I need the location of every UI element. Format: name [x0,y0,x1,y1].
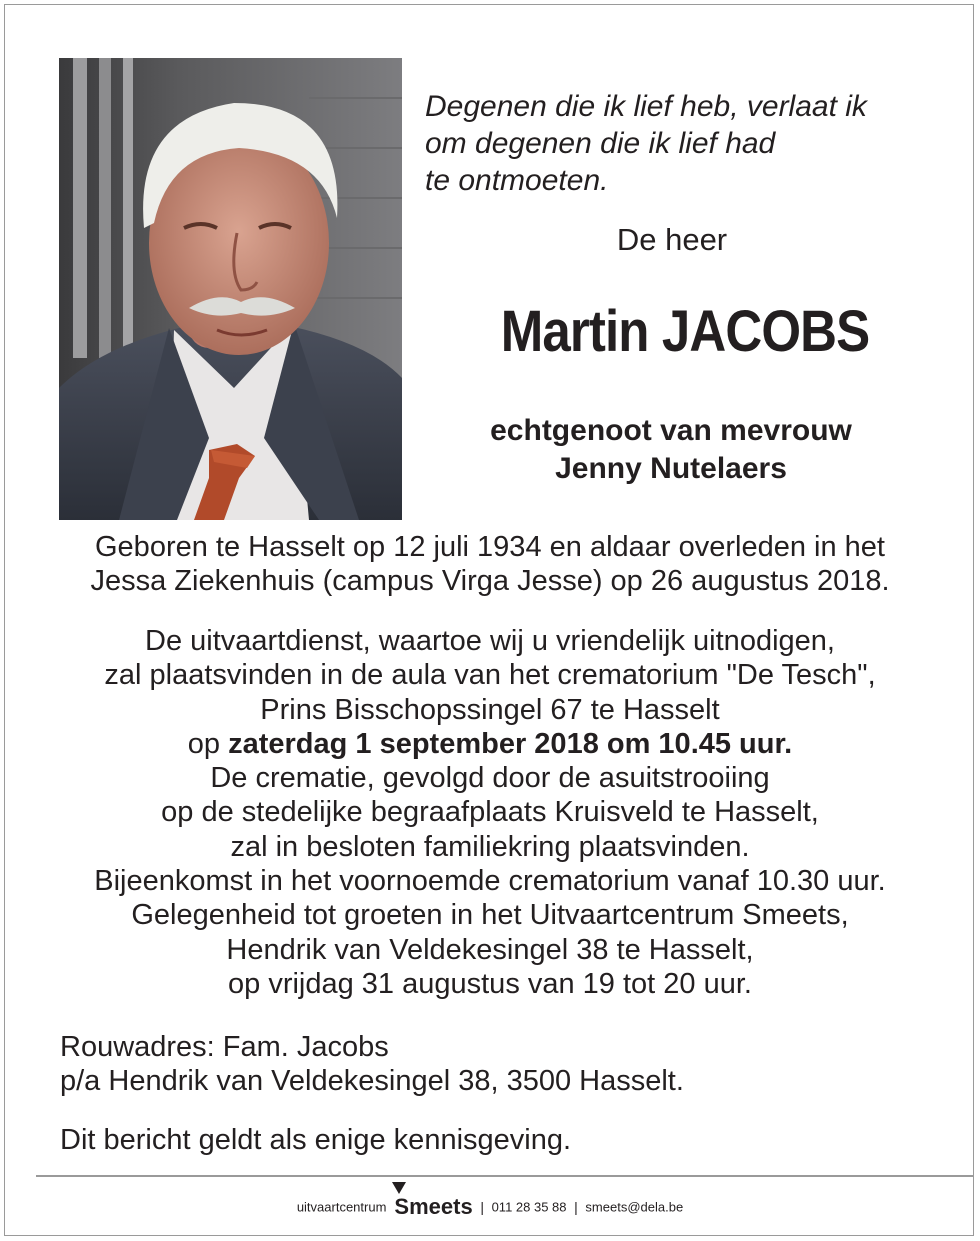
mourning-address [60,1030,940,1098]
service-date-prefix: op [187,727,221,760]
service-line: De uitvaartdienst, waartoe wij u vriendelijk uitnodigen, [145,625,835,657]
service-line: De crematie, gevolgd door de asuitstrooiing [210,762,770,795]
spouse-line-2: Jenny Nutelaers [555,452,787,485]
service-line: Prins Bisschopssingel 67 te Hasselt [260,693,720,726]
quote-line: te ontmoeten. [425,164,609,197]
service-line: Gelegenheid tot groeten in het Uitvaartcentrum Smeets, [131,899,849,932]
footer-brand: Smeets [394,1194,473,1219]
footer-email: smeets@dela.be [585,1199,684,1215]
service-line: op vrijdag 31 augustus van 19 tot 20 uur. [228,967,752,1000]
spouse-info [440,412,902,488]
triangle-marker-icon [392,1182,406,1194]
footer-separator: | [480,1199,484,1215]
quote-line: om degenen die ik lief had [425,127,776,160]
funeral-service-info [30,624,950,1001]
spouse-line-1: echtgenoot van mevrouw [490,414,852,447]
portrait-photo [59,58,402,520]
deceased-name: Martin JACOBS [500,299,870,364]
quote-line: Degenen die ik lief heb, verlaat ik [425,90,867,123]
service-line: zal in besloten familiekring plaatsvinden. [230,830,750,863]
funeral-home-footer [0,1194,980,1220]
memorial-quote [425,88,945,199]
birth-line-2: Jessa Ziekenhuis (campus Virga Jesse) op 26 augustus 2018. [90,565,890,597]
birth-death-info [30,530,950,598]
birth-line-1: Geboren te Hasselt op 12 juli 1934 en aldaar overleden in het [95,531,885,563]
footer-phone: 011 28 35 88 [491,1199,567,1215]
service-line: zal plaatsvinden in de aula van het crematorium "De Tesch", [104,659,876,692]
notice-statement: Dit bericht geldt als enige kennisgeving. [60,1124,572,1156]
address-line-1: Rouwadres: Fam. Jacobs [60,1031,389,1063]
address-line-2: p/a Hendrik van Veldekesingel 38, 3500 Hasselt. [60,1065,684,1097]
service-date: zaterdag 1 september 2018 om 10.45 uur. [228,727,793,760]
service-date-line [30,727,950,761]
footer-divider [36,1175,973,1177]
footer-prefix: uitvaartcentrum [296,1199,387,1215]
service-line: op de stedelijke begraafplaats Kruisveld te Hasselt, [161,796,819,829]
footer-separator: | [574,1199,578,1215]
portrait-illustration [59,58,402,520]
service-line: Hendrik van Veldekesingel 38 te Hasselt, [226,933,754,966]
service-line: Bijeenkomst in het voornoemde crematorium vanaf 10.30 uur. [94,865,886,898]
honorific: De heer [616,222,728,257]
